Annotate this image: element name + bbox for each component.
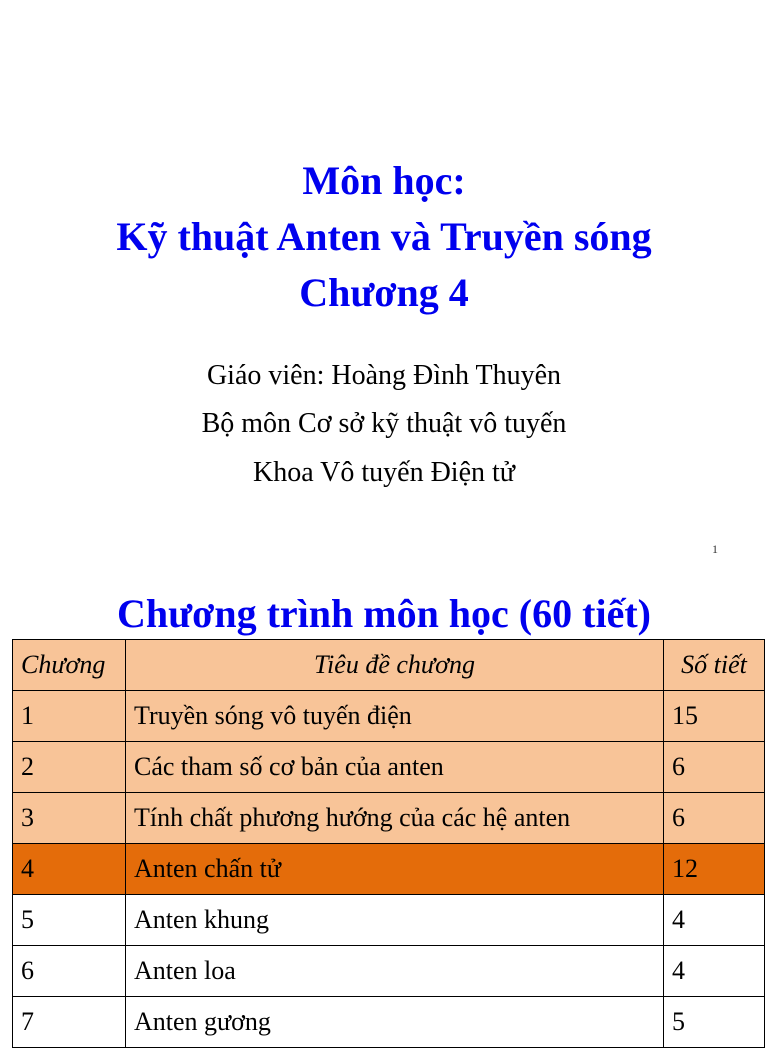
cell-title: Các tham số cơ bản của anten — [126, 742, 664, 793]
cell-hours: 5 — [664, 997, 765, 1048]
curriculum-table — [12, 639, 765, 1048]
cell-hours: 4 — [664, 895, 765, 946]
cell-chapter: 2 — [13, 742, 126, 793]
table-row — [13, 997, 765, 1048]
table-row — [13, 793, 765, 844]
cell-hours: 12 — [664, 844, 765, 895]
subtitle-faculty: Khoa Vô tuyến Điện tử — [253, 457, 515, 488]
cell-hours: 15 — [664, 691, 765, 742]
table-row — [13, 895, 765, 946]
cell-chapter: 4 — [13, 844, 126, 895]
header-chapter: Chương — [13, 640, 126, 691]
table-row — [13, 691, 765, 742]
cell-title: Tính chất phương hướng của các hệ anten — [126, 793, 664, 844]
cell-chapter: 7 — [13, 997, 126, 1048]
cell-hours: 6 — [664, 742, 765, 793]
title-line-chapter: Chương 4 — [299, 270, 469, 315]
cell-hours: 4 — [664, 946, 765, 997]
subtitle-teacher: Giáo viên: Hoàng Đình Thuyên — [206, 360, 562, 391]
cell-hours: 6 — [664, 793, 765, 844]
header-hours: Số tiết — [664, 640, 765, 691]
table-row-highlighted — [13, 844, 765, 895]
cell-title: Truyền sóng vô tuyến điện — [126, 691, 664, 742]
page-number: 1 — [712, 542, 718, 556]
curriculum-title: Chương trình môn học (60 tiết) — [117, 591, 651, 636]
title-line-course-name: Kỹ thuật Anten và Truyền sóng — [116, 214, 652, 259]
cell-title: Anten chấn tử — [126, 844, 664, 895]
header-chapter-title: Tiêu đề chương — [126, 640, 664, 691]
cell-title: Anten loa — [126, 946, 664, 997]
cell-chapter: 6 — [13, 946, 126, 997]
subtitle-department: Bộ môn Cơ sở kỹ thuật vô tuyến — [201, 408, 567, 439]
cell-title: Anten gương — [126, 997, 664, 1048]
cell-chapter: 1 — [13, 691, 126, 742]
cell-chapter: 5 — [13, 895, 126, 946]
table-row — [13, 742, 765, 793]
title-line-subject-label: Môn học: — [302, 158, 466, 203]
cell-title: Anten khung — [126, 895, 664, 946]
table-row — [13, 946, 765, 997]
table-header-row — [13, 640, 765, 691]
cell-chapter: 3 — [13, 793, 126, 844]
